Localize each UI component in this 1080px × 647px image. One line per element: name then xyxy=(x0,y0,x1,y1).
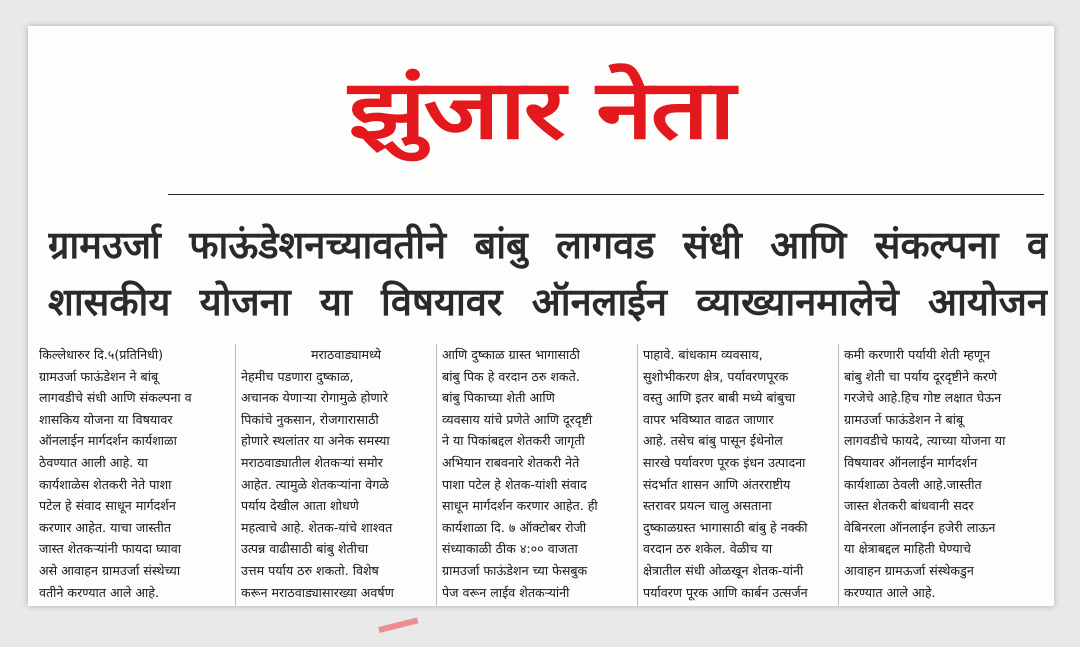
article-line: मराठवाड्यामध्ये xyxy=(311,347,382,362)
article-column xyxy=(34,344,235,606)
article-line: ऑनलाईन मार्गदर्शन कार्यशाळा xyxy=(39,433,177,449)
article-column xyxy=(637,344,838,606)
article-line: वापर भविष्यात वाढत जाणार xyxy=(643,411,774,427)
article-line: असे आवाहन ग्रामउर्जा संस्थेच्या xyxy=(39,562,181,578)
article-line: विषयावर ऑनलाईन मार्गदर्शन xyxy=(844,454,978,470)
article-line: आवाहन ग्रामऊर्जा संस्थेकडुन xyxy=(844,562,974,578)
article-line: महत्वाचे आहे. शेतक-यांचे शाश्वत xyxy=(241,519,393,535)
article-line: मराठवाड्यातील शेतकऱ्यां समोर xyxy=(241,454,383,470)
article-line: पिकांचे नुकसान, रोजगारासाठी xyxy=(241,411,379,427)
article-line: व्यवसाय यांचे प्रणेते आणि दूरदृष्टी xyxy=(442,411,593,427)
article-line: बांबु पिकाच्या शेती आणि xyxy=(442,390,555,406)
article-line: बांबु शेती चा पर्याय दूरदृष्टीने करणे xyxy=(844,368,998,384)
article-line: किल्लेधारुर दि.५(प्रतिनिधी) xyxy=(39,347,164,362)
article-line: संदर्भात शासन आणि अंतरराष्टीय xyxy=(643,476,791,492)
masthead xyxy=(28,56,1054,166)
article-column xyxy=(235,344,436,606)
headline-line: ग्रामउर्जा फाऊंडेशनच्यावतीने बांबु लागवड संधी आणि संकल्पना व xyxy=(48,222,1048,267)
article-line: जास्त शेतकरी बांधवानी सदर xyxy=(844,498,974,514)
article-line: दुष्काळग्रस्त भागासाठी बांबु हे नक्की xyxy=(643,519,808,535)
article-line: अभियान राबवनारे शेतकरी नेते xyxy=(442,454,580,470)
article-line: ग्रामउर्जा फाऊंडेशन ने बांबू xyxy=(844,411,964,427)
article-line: लागवडीचे संधी आणि संकल्पना व xyxy=(39,390,192,406)
article-line: ग्रामउर्जा फाऊंडेशन ने बांबू xyxy=(39,368,159,384)
article-line: बांबु पिक हे वरदान ठरु शकते. xyxy=(442,368,580,384)
article-column xyxy=(838,344,1039,606)
article-line: करण्यात आले आहे. xyxy=(844,584,936,600)
article-line: अचानक येणाऱ्या रोगामुळे होणारे xyxy=(241,390,389,406)
article-line: ने या पिकांबद्दल शेतकरी जागृती xyxy=(442,433,585,449)
stamp-mark xyxy=(378,617,422,646)
article-line: क्षेत्रातील संधी ओळखून शेतक-यांनी xyxy=(643,562,804,578)
masthead-divider xyxy=(168,194,1044,195)
article-line: कार्यशाळेस शेतकरी नेते पाशा xyxy=(39,476,172,492)
article-line: पर्यावरण पूरक आणि कार्बन उत्सर्जन xyxy=(643,584,808,600)
article-line: करून मराठवाड्यासारख्या अवर्षण xyxy=(241,584,394,600)
article-line: पर्याय देखील आता शोधणे xyxy=(241,498,359,514)
masthead-title: झुंजार नेता xyxy=(348,63,734,158)
article-body xyxy=(34,344,1054,606)
article-line: या क्षेत्राबद्दल माहिती घेण्याचे xyxy=(844,541,971,557)
article-line: पाहावे. बांधकाम व्यवसाय, xyxy=(643,347,763,362)
article-line: होणारे स्थलांतर या अनेक समस्या xyxy=(241,433,390,449)
article-line: जास्त शेतकऱ्यांनी फायदा घ्यावा xyxy=(39,541,182,557)
article-line: स्तरावर प्रयत्न चालु असताना xyxy=(643,498,772,514)
article-line: साधून मार्गदर्शन करणार आहेत. ही xyxy=(442,498,598,514)
article-line: संध्याकाळी ठीक ४:०० वाजता xyxy=(442,541,578,557)
article-line: करणार आहेत. याचा जास्तीत xyxy=(39,519,172,535)
article-line: ठेवण्यात आली आहे. या xyxy=(39,454,148,470)
article-line: वतीने करण्यात आले आहे. xyxy=(39,584,159,600)
article-line: वेबिनरला ऑनलाईन हजेरी लाऊन xyxy=(844,519,996,535)
article-line: नेहमीच पडणारा दुष्काळ, xyxy=(241,368,354,384)
article-line: शासकिय योजना या विषयावर xyxy=(39,411,173,427)
article-line: लागवडीचे फायदे, त्याच्या योजना या xyxy=(844,433,1006,449)
article-line: सारखे पर्यावरण पूरक इंधन उत्पादना xyxy=(643,454,806,470)
article-line: वरदान ठरु शकेल. वेळीच या xyxy=(643,541,773,557)
article-line: आणि दुष्काळ ग्रास्त भागासाठी xyxy=(442,347,580,362)
headline xyxy=(48,216,1048,330)
headline-line: शासकीय योजना या विषयावर ऑनलाईन व्याख्यानमालेचे आयोजन xyxy=(48,279,1048,324)
article-line: पाशा पटेल हे शेतक-यांशी संवाद xyxy=(442,476,587,492)
article-line: कार्यशाळा दि. ७ ऑक्टोबर रोजी xyxy=(442,519,587,535)
article-line: कार्यशाळा ठेवली आहे.जास्तीत xyxy=(844,476,982,492)
article-line: सुशोभीकरण क्षेत्र, पर्यावरणपूरक xyxy=(643,368,789,384)
article-line: उत्पन्न वाढीसाठी बांबु शेतीचा xyxy=(241,541,369,557)
newspaper-clipping xyxy=(28,26,1054,606)
article-line: आहे. तसेच बांबु पासून ईथेनोल xyxy=(643,433,783,449)
article-line: आहेत. त्यामुळे शेतकऱ्यांना वेगळे xyxy=(241,476,389,492)
article-column xyxy=(436,344,637,606)
article-line: उत्तम पर्याय ठरु शकतो. विशेष xyxy=(241,562,379,578)
article-line: पटेल हे संवाद साधून मार्गदर्शन xyxy=(39,498,176,514)
article-line: वस्तु आणि इतर बाबी मध्ये बांबुचा xyxy=(643,390,796,406)
article-line: पेज वरून लाईव शेतकऱ्यांनी xyxy=(442,584,570,600)
article-line: कमी करणारी पर्यायी शेती म्हणून xyxy=(844,347,990,362)
article-line: गरजेचे आहे.हिच गोष्ट लक्षात घेऊन xyxy=(844,390,1002,406)
article-line: ग्रामउर्जा फाऊंडेशन च्या फेसबुक xyxy=(442,562,588,578)
